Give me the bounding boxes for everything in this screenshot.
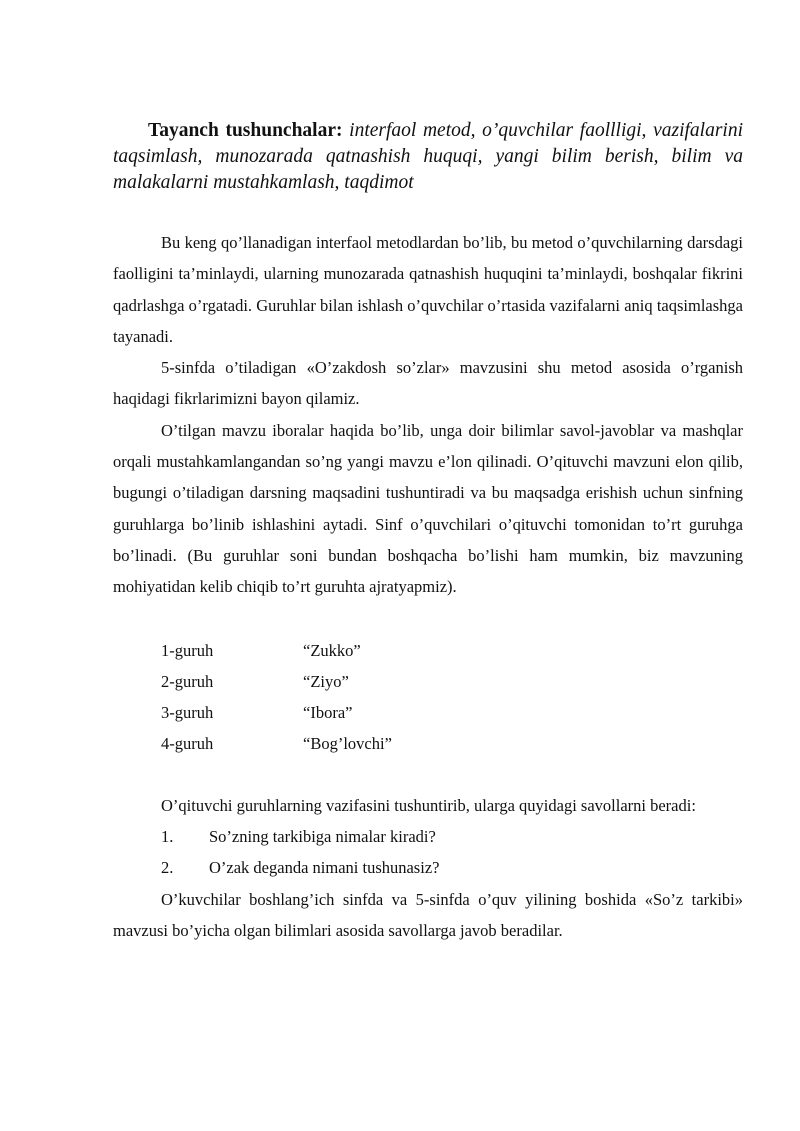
paragraph-2: 5-sinfda o’tiladigan «O’zakdosh so’zlar» mavzusini shu metod asosida o’rganish haqidagi fikrlarimizni bayon qilamiz. xyxy=(113,358,743,409)
group-number: 1-guruh xyxy=(161,640,214,660)
group-name: “Ziyo” xyxy=(303,671,349,691)
group-number: 4-guruh xyxy=(161,734,214,754)
paragraph-5: O’kuvchilar boshlang’ich sinfda va 5-sinfda o’quv yilining boshida «So’z tarkibi» mavzusi bo’yicha olgan bilimlari asosida savollarga javob beradilar. xyxy=(113,889,743,940)
question-list xyxy=(113,821,743,884)
keywords-list: interfaol metod, o’quvchilar faollligi, vazifalarini taqsimlash, munozarada qatnashish huquqi, yangi bilim berish, bilim va malakalarni mustahkamlash, taqdimot xyxy=(113,120,743,193)
group-row xyxy=(113,666,743,697)
question-item xyxy=(113,821,743,852)
keywords-title: Tayanch tushunchalar: xyxy=(148,120,343,141)
group-row xyxy=(113,728,743,759)
group-row xyxy=(113,635,743,666)
question-text: O’zak deganda nimani tushunasiz? xyxy=(209,858,440,878)
group-row xyxy=(113,697,743,728)
group-name: “Zukko” xyxy=(303,640,361,660)
question-number: 1. xyxy=(161,827,174,847)
body-text xyxy=(113,227,743,946)
group-name: “Ibora” xyxy=(303,703,353,723)
group-list xyxy=(113,635,743,760)
paragraph-3: O’tilgan mavzu iboralar haqida bo’lib, unga doir bilimlar savol-javoblar va mashqlar orqali mustahkamlangandan so’ng yangi mavzu e’lon qilinadi. O’qituvchi mavzuni elon qilib, bugungi o’tiladigan darsning maqsadini tushuntiradi va bu maqsadga erishish uchun sinfning guruhlarga bo’linib ishlashini aytadi. Sinf o’quvchilari o’qituvchi tomonidan to’rt guruhga bo’linadi. (Bu guruhlar soni bundan boshqacha bo’lishi ham mumkin, biz mavzuning mohiyatidan kelib chiqib to’rt guruhta ajratyapmiz). xyxy=(113,420,743,597)
group-name: “Bog’lovchi” xyxy=(303,734,392,754)
keywords-paragraph xyxy=(113,118,743,196)
question-number: 2. xyxy=(161,858,174,878)
paragraph-4: O’qituvchi guruhlarning vazifasini tushuntirib, ularga quyidagi savollarni beradi: xyxy=(161,795,696,815)
group-number: 3-guruh xyxy=(161,703,214,723)
question-item xyxy=(113,852,743,883)
group-number: 2-guruh xyxy=(161,671,214,691)
question-text: So’zning tarkibiga nimalar kiradi? xyxy=(209,827,436,847)
paragraph-1: Bu keng qo’llanadigan interfaol metodlardan bo’lib, bu metod o’quvchilarning darsdagi faolligini ta’minlaydi, ularning munozarada qatnashish huquqini ta’minlaydi, boshqalar fikrini qadrlashga o’rgatadi. Guruhlar bilan ishlash o’quvchilar o’rtasida vazifalarni aniq taqsimlashga tayanadi. xyxy=(113,233,743,346)
